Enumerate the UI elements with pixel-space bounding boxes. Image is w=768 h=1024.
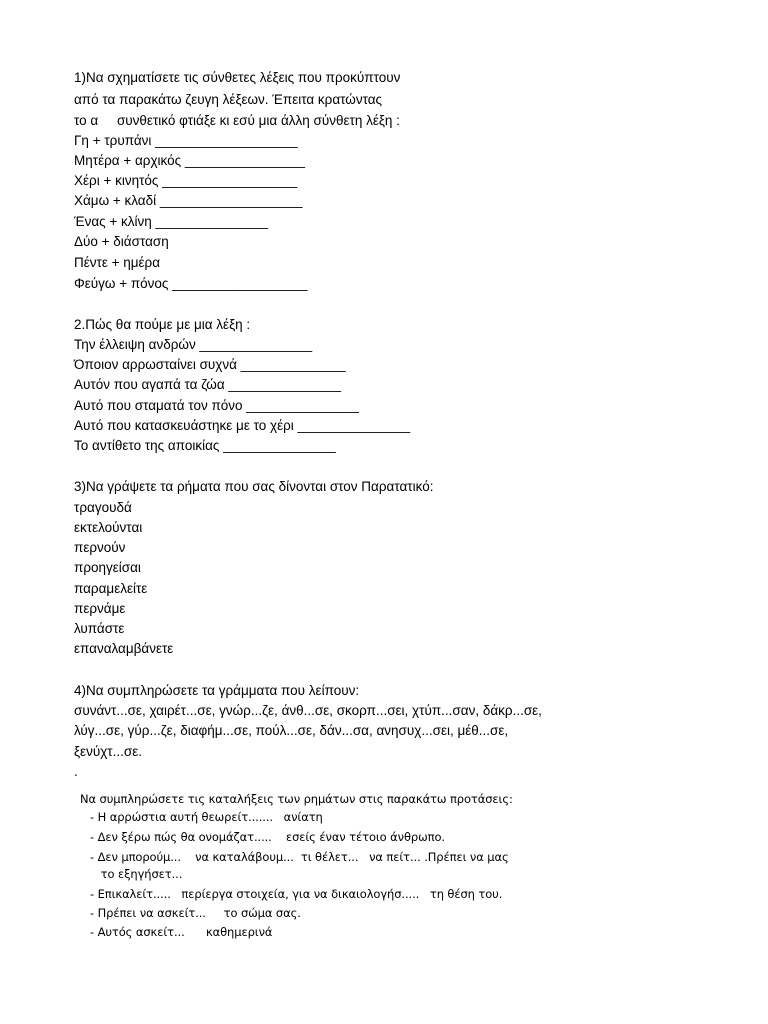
section-5-item: - Πρέπει να ασκείτ... το σώμα σας. [90, 906, 301, 920]
section-3-item: τραγουδά [74, 500, 132, 515]
section-1-item: Ένας + κλίνη _______________ [74, 214, 269, 229]
section-2-item: Την έλλειψη ανδρών _______________ [74, 337, 313, 352]
section-5-heading: Να συμπληρώσετε τις καταλήξεις των ρημάτων στις παρακάτω προτάσεις: [80, 792, 513, 806]
section-1-item: Χέρι + κινητός __________________ [74, 173, 298, 188]
section-1-line: το α συνθετικό φτιάξε κι εσύ μια άλλη σύνθετη λέξη : [74, 113, 400, 128]
section-3-item: επαναλαμβάνετε [74, 641, 174, 656]
section-2-item: Αυτόν που αγαπά τα ζώα _______________ [74, 377, 341, 392]
section-1-item: Φεύγω + πόνος __________________ [74, 276, 308, 291]
section-5-item: - Δεν ξέρω πώς θα ονομάζατ..... εσείς έναν τέτοιο άνθρωπο. [90, 830, 445, 844]
section-3-item: περνούν [74, 540, 126, 555]
section-4-line: . [74, 764, 78, 779]
section-5-item: - Δεν μπορούμ... να καταλάβουμ... τι θέλετ... να πείτ... .Πρέπει να μας [90, 850, 509, 864]
section-3-item: εκτελούνται [74, 520, 143, 535]
section-1-heading: 1)Να σχηματίσετε τις σύνθετες λέξεις που προκύπτουν [74, 70, 401, 85]
section-2-item: Το αντίθετο της αποικίας _______________ [74, 438, 336, 453]
section-3-heading: 3)Να γράψετε τα ρήματα που σας δίνονται στον Παρατατικό: [74, 479, 434, 494]
section-3-item: παραμελείτε [74, 581, 148, 596]
section-3-item: προηγείσαι [74, 560, 141, 575]
section-4-line: συνάντ...σε, χαιρέτ...σε, γνώρ...ζε, άνθ...σε, σκορπ...σει, χτύπ...σαν, δάκρ...σε, [74, 703, 542, 718]
section-2-heading: 2.Πώς θα πούμε με μια λέξη : [74, 317, 251, 332]
section-1-line: από τα παρακάτω ζευγη λέξεων. Έπειτα κρατώντας [74, 92, 383, 107]
section-3-item: περνάμε [74, 601, 126, 616]
section-4-line: ξενύχτ...σε. [74, 744, 142, 759]
section-5-item: το εξηγήσετ... [90, 867, 183, 881]
section-1-item: Πέντε + ημέρα [74, 255, 161, 270]
section-4-heading: 4)Να συμπληρώσετε τα γράμματα που λείπουν: [74, 683, 360, 698]
section-1-item: Μητέρα + αρχικός ________________ [74, 153, 306, 168]
section-5-item: - Η αρρώστια αυτή θεωρείτ....... ανίατη [90, 810, 323, 824]
section-1-item: Γη + τρυπάνι ___________________ [74, 133, 298, 148]
section-2-item: Αυτό που κατασκευάστηκε με το χέρι _______________ [74, 418, 411, 433]
section-5-item: - Αυτός ασκείτ... καθημερινά [90, 925, 273, 939]
section-2-item: Αυτό που σταματά τον πόνο _______________ [74, 398, 359, 413]
section-5-item: - Επικαλείτ..... περίεργα στοιχεία, για να δικαιολογήσ..... τη θέση του. [90, 887, 503, 901]
section-4-line: λύγ...σε, γύρ...ζε, διαφήμ...σε, πούλ...σε, δάν...σα, ανησυχ...σει, μέθ...σε, [74, 723, 509, 738]
section-1-item: Χάμω + κλαδί ___________________ [74, 193, 303, 208]
section-2-item: Όποιον αρρωσταίνει συχνά ______________ [74, 357, 346, 372]
section-3-item: λυπάστε [74, 621, 125, 636]
section-1-item: Δύο + διάσταση [74, 234, 169, 249]
